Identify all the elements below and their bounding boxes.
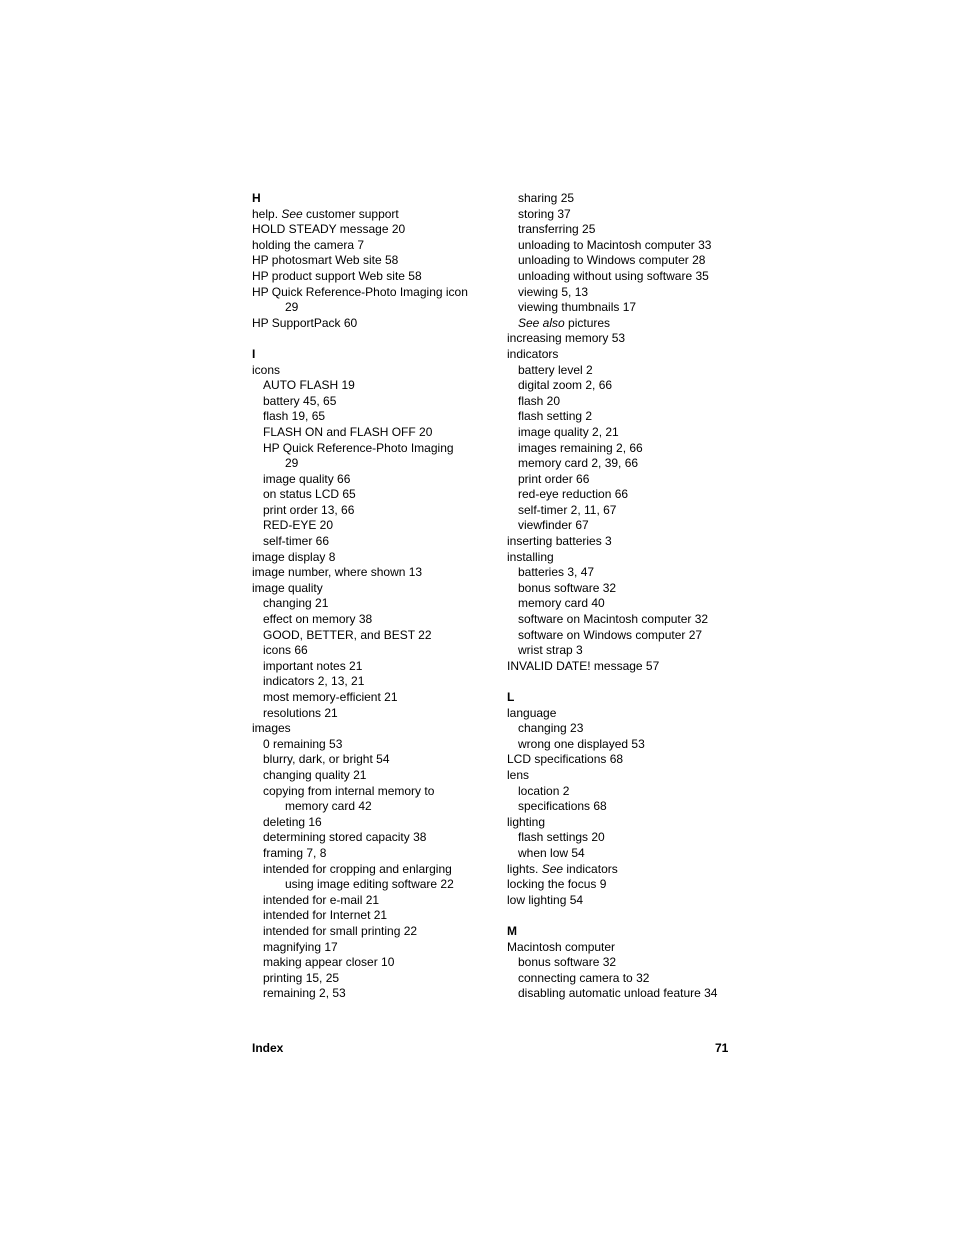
index-letter-heading: L	[507, 690, 515, 704]
index-subentry: unloading to Macintosh computer 33	[518, 237, 712, 252]
index-subentry: deleting 16	[263, 814, 322, 829]
index-subentry: images remaining 2, 66	[518, 440, 643, 455]
index-subentry: remaining 2, 53	[263, 986, 346, 1001]
index-subentry: sharing 25	[518, 191, 575, 205]
index-subentry: icons 66	[263, 643, 308, 658]
index-subentry: memory card 40	[518, 596, 605, 611]
index-subentry: memory card 2, 39, 66	[518, 456, 639, 471]
index-subentry: battery 45, 65	[263, 393, 337, 408]
index-subentry: effect on memory 38	[263, 612, 373, 627]
index-subentry: batteries 3, 47	[518, 565, 595, 580]
index-subentry: intended for e-mail 21	[263, 892, 380, 907]
index-column-left	[252, 191, 492, 1002]
index-subentry: unloading without using software 35	[518, 268, 709, 283]
index-subentry: magnifying 17	[263, 939, 338, 954]
index-entry: LCD specifications 68	[507, 752, 624, 767]
spacer	[507, 908, 747, 924]
index-entry-continuation: using image editing software 22	[285, 877, 454, 892]
index-subentry: red-eye reduction 66	[518, 487, 629, 502]
index-subentry: print order 66	[518, 471, 590, 486]
index-subentry: software on Windows computer 27	[518, 627, 703, 642]
index-subentry: GOOD, BETTER, and BEST 22	[263, 627, 432, 642]
index-subentry: viewfinder 67	[518, 518, 589, 533]
index-subentry: changing quality 21	[263, 767, 367, 782]
index-subentry: changing 23	[518, 721, 584, 736]
index-subentry: flash setting 2	[518, 409, 593, 424]
index-subentry: HP Quick Reference-Photo Imaging	[263, 440, 454, 455]
index-subentry: viewing thumbnails 17	[518, 300, 637, 315]
index-entry: HP SupportPack 60	[252, 315, 358, 330]
index-entry: images	[252, 721, 291, 736]
index-letter-heading: H	[252, 191, 261, 205]
footer-section-title: Index	[252, 1041, 284, 1055]
index-letter-heading: M	[507, 923, 517, 938]
spacer	[507, 674, 747, 690]
index-subentry: determining stored capacity 38	[263, 830, 427, 845]
index-subentry: image quality 66	[263, 471, 351, 486]
index-entry: HP Quick Reference-Photo Imaging icon	[252, 284, 468, 299]
index-subentry: unloading to Windows computer 28	[518, 253, 706, 268]
index-subentry: copying from internal memory to	[263, 783, 435, 798]
index-subentry: 0 remaining 53	[263, 736, 343, 751]
index-entry: image display 8	[252, 549, 336, 564]
index-entry: inserting batteries 3	[507, 534, 612, 549]
index-subentry: specifications 68	[518, 799, 607, 814]
index-entry: Macintosh computer	[507, 939, 616, 954]
index-entry: icons	[252, 362, 281, 377]
spacer	[252, 331, 492, 347]
index-entry: image quality	[252, 580, 323, 595]
index-column-right	[507, 191, 747, 1002]
index-entry: HP photosmart Web site 58	[252, 253, 399, 268]
index-entry: image number, where shown 13	[252, 565, 423, 580]
index-subentry: FLASH ON and FLASH OFF 20	[263, 424, 433, 439]
index-subentry: making appear closer 10	[263, 955, 395, 970]
index-subentry: printing 15, 25	[263, 970, 340, 985]
index-subentry: flash settings 20	[518, 830, 605, 845]
index-entry: holding the camera 7	[252, 237, 365, 252]
index-entry: indicators	[507, 346, 559, 361]
index-subentry: AUTO FLASH 19	[263, 378, 355, 393]
index-subentry: intended for cropping and enlarging	[263, 861, 452, 876]
index-entry-continuation: memory card 42	[285, 799, 372, 814]
index-subentry: intended for Internet 21	[263, 908, 388, 923]
index-subentry: self-timer 2, 11, 67	[518, 502, 617, 517]
index-subentry: See also pictures	[518, 315, 611, 330]
index-subentry: framing 7, 8	[263, 845, 327, 860]
index-entry: lens	[507, 767, 530, 782]
index-subentry: blurry, dark, or bright 54	[263, 752, 390, 767]
index-subentry: indicators 2, 13, 21	[263, 674, 365, 689]
index-subentry: when low 54	[518, 845, 585, 860]
index-subentry: software on Macintosh computer 32	[518, 612, 709, 627]
footer-page-number: 71	[715, 1041, 729, 1055]
index-entry: INVALID DATE! message 57	[507, 658, 660, 673]
index-subentry: battery level 2	[518, 362, 593, 377]
index-entry: locking the focus 9	[507, 877, 607, 892]
index-subentry: location 2	[518, 783, 570, 798]
index-subentry: wrist strap 3	[518, 643, 583, 658]
index-entry: help. See customer support	[252, 206, 399, 221]
index-entry-continuation: 29	[285, 456, 299, 471]
index-entry: HP product support Web site 58	[252, 268, 422, 283]
index-subentry: storing 37	[518, 206, 571, 221]
index-subentry: changing 21	[263, 596, 329, 611]
index-subentry: bonus software 32	[518, 580, 617, 595]
index-subentry: bonus software 32	[518, 955, 617, 970]
index-subentry: resolutions 21	[263, 705, 338, 720]
index-subentry: flash 19, 65	[263, 409, 326, 424]
index-subentry: connecting camera to 32	[518, 970, 650, 985]
index-subentry: most memory-efficient 21	[263, 690, 398, 704]
index-entry: lights. See indicators	[507, 861, 618, 876]
index-entry: installing	[507, 549, 554, 564]
index-letter-heading: I	[252, 346, 256, 361]
index-entry-continuation: 29	[285, 300, 299, 315]
index-subentry: disabling automatic unload feature 34	[518, 986, 718, 1001]
index-entry: low lighting 54	[507, 892, 584, 907]
index-subentry: transferring 25	[518, 222, 596, 237]
index-subentry: digital zoom 2, 66	[518, 378, 613, 393]
index-subentry: intended for small printing 22	[263, 923, 418, 938]
index-subentry: RED-EYE 20	[263, 518, 334, 533]
index-entry: language	[507, 705, 557, 720]
index-subentry: self-timer 66	[263, 534, 330, 549]
index-subentry: image quality 2, 21	[518, 424, 619, 439]
index-subentry: wrong one displayed 53	[518, 736, 645, 751]
index-entry: lighting	[507, 814, 546, 829]
index-entry: HOLD STEADY message 20	[252, 222, 406, 237]
index-subentry: important notes 21	[263, 658, 363, 673]
index-entry: increasing memory 53	[507, 331, 626, 346]
index-subentry: on status LCD 65	[263, 487, 356, 502]
index-subentry: flash 20	[518, 393, 561, 408]
index-subentry: viewing 5, 13	[518, 284, 589, 299]
index-subentry: print order 13, 66	[263, 502, 355, 517]
